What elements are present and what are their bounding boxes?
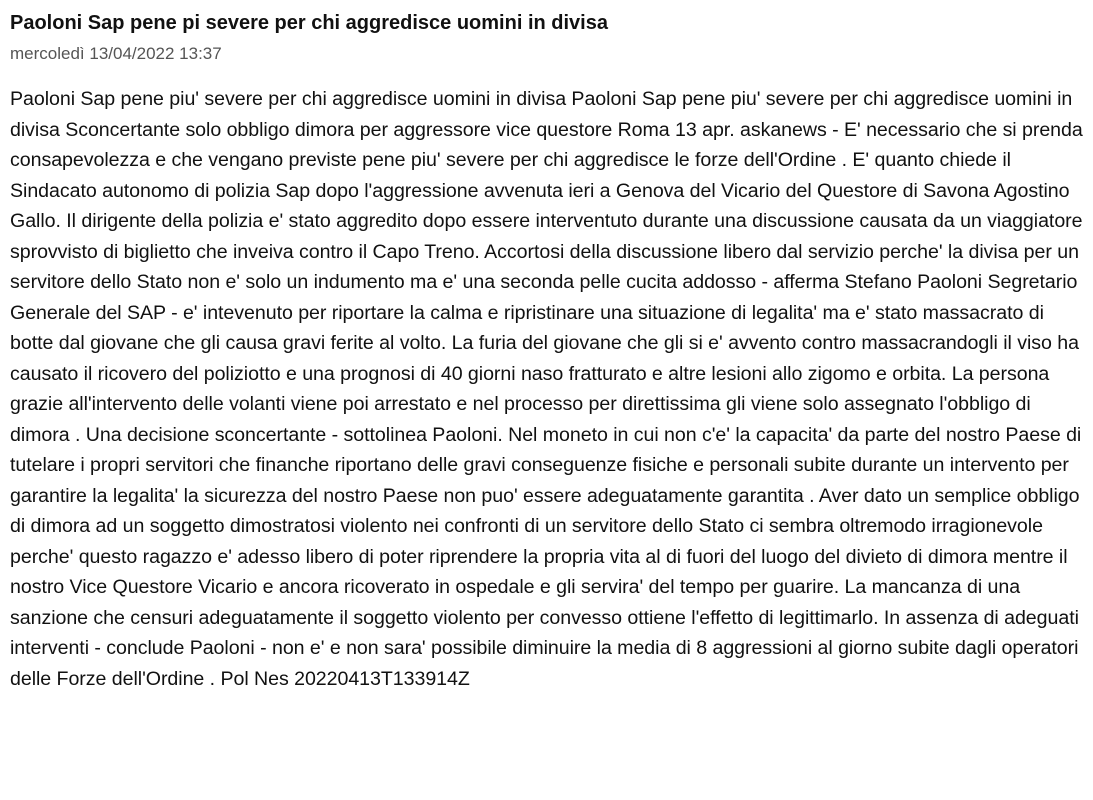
article-title: Paoloni Sap pene pi severe per chi aggredisce uomini in divisa	[10, 12, 608, 34]
article-body: Paoloni Sap pene piu' severe per chi aggredisce uomini in divisa Paoloni Sap pene piu' severe per chi aggredisce uomini in divisa Sconcertante solo obbligo dimora per aggressore vice questore Roma 13 apr. askanews - E' necessario che si prenda consapevolezza e che vengano previste pene piu' severe per chi aggredisce le forze dell'Ordine . E' quanto chiede il Sindacato autonomo di polizia Sap dopo l'aggressione avvenuta ieri a Genova del Vicario del Questore di Savona Agostino Gallo. Il dirigente della polizia e' stato aggredito dopo essere interventuto durante una discussione causata da un viaggiatore sprovvisto di biglietto che inveiva contro il Capo Treno. Accortosi della discussione libero dal servizio perche' la divisa per un servitore dello Stato non e' solo un indumento ma e' una seconda pelle cucita addosso - afferma Stefano Paoloni Segretario Generale del SAP - e' intevenuto per riportare la calma e ripristinare una situazione di legalita' ma e' stato massacrato di botte dal giovane che gli causa gravi ferite al volto. La furia del giovane che gli si e' avvento contro massacrandogli il viso ha causato il ricovero del poliziotto e una prognosi di 40 giorni naso fratturato e altre lesioni allo zigomo e orbita. La persona grazie all'intervento delle volanti viene poi arrestato e nel processo per direttissima gli viene solo assegnato l'obbligo di dimora . Una decisione sconcertante - sottolinea Paoloni. Nel moneto in cui non c'e' la capacita' da parte del nostro Paese di tutelare i propri servitori che finanche riportano delle gravi conseguenze fisiche e personali subite durante un intervento per garantire la legalita' la sicurezza del nostro Paese non puo' essere adeguatamente garantita . Aver dato un semplice obbligo di dimora ad un soggetto dimostratosi violento nei confronti di un servitore dello Stato ci sembra oltremodo irragionevole perche' questo ragazzo e' adesso libero di poter riprendere la propria vita al di fuori del luogo del divieto di dimora mentre il nostro Vice Questore Vicario e ancora ricoverato in ospedale e gli servira' del tempo per guarire. La mancanza di una sanzione che censuri adeguatamente il soggetto violento per convesso ottiene l'effetto di legittimarlo. In assenza di adeguati interventi - conclude Paoloni - non e' e non sara' possibile diminuire la media di 8 aggressioni al giorno subite dagli operatori delle Forze dell'Ordine . Pol Nes 20220413T133914Z	[10, 88, 1083, 690]
article-date: mercoledì 13/04/2022 13:37	[10, 44, 222, 63]
